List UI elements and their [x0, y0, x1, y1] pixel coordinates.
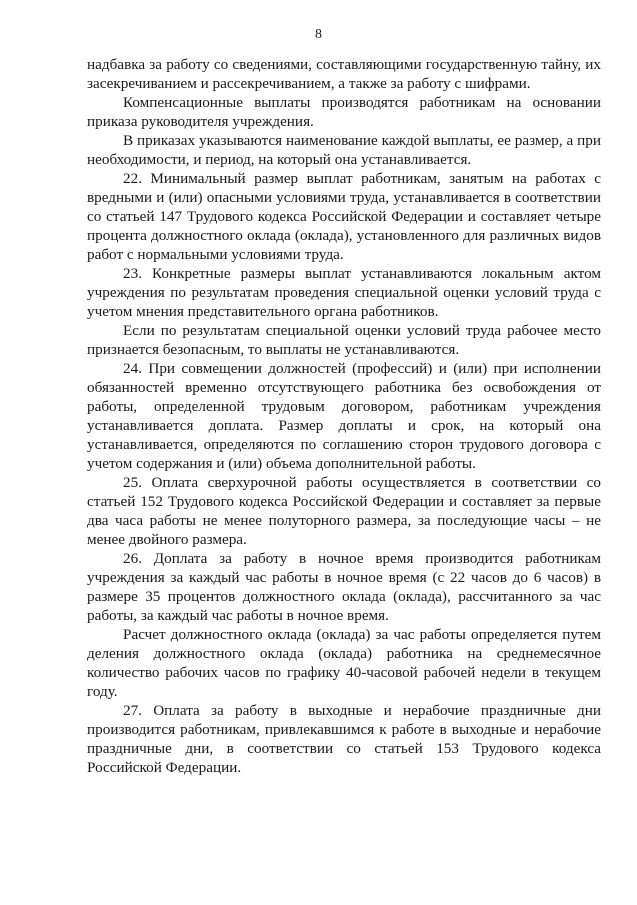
paragraph-item-22: 22. Минимальный размер выплат работникам, занятым на работах с вредными и (или) опасными условиями труда, устанавливается в соответствии со статьей 147 Трудового кодекса Российской Федерации и составляет четыре процента должностного оклада (оклада), установленного для различных видов работ с нормальными условиями труда. — [87, 170, 601, 263]
paragraph-item-26: 26. Доплата за работу в ночное время производится работникам учреждения за каждый час работы в ночное время (с 22 часов до 6 часов) в размере 35 процентов должностного оклада (оклада), рассчитанного за час работы, за каждый час работы в ночное время. — [87, 550, 601, 624]
paragraph-item-25: 25. Оплата сверхурочной работы осуществляется в соответствии со статьей 152 Трудового кодекса Российской Федерации и составляет за первые два часа работы не менее полуторного размера, за последующие часы – не менее двойного размера. — [87, 474, 601, 548]
paragraph-order-contents: В приказах указываются наименование каждой выплаты, ее размер, а при необходимости, и период, на который она устанавливается. — [87, 132, 601, 168]
document-body — [87, 55, 601, 777]
paragraph-hourly-rate: Расчет должностного оклада (оклада) за час работы определяется путем деления должностного оклада (оклада) работника на среднемесячное количество рабочих часов по графику 40-часовой рабочей недели в текущем году. — [87, 626, 601, 700]
page-number: 8 — [315, 27, 322, 42]
paragraph-safe-workplace: Если по результатам специальной оценки условий труда рабочее место признается безопасным, то выплаты не устанавливаются. — [87, 322, 601, 358]
paragraph-item-23: 23. Конкретные размеры выплат устанавливаются локальным актом учреждения по результатам проведения специальной оценки условий труда с учетом мнения представительного органа работников. — [87, 265, 601, 320]
paragraph-continuation: надбавка за работу со сведениями, составляющими государственную тайну, их засекречиванием и рассекречиванием, а также за работу с шифрами. — [87, 56, 601, 92]
paragraph-item-27: 27. Оплата за работу в выходные и нерабочие праздничные дни производится работникам, привлекавшимся к работе в выходные и нерабочие праздничные дни, в соответствии со статьей 153 Трудового кодекса Российской Федерации. — [87, 702, 601, 776]
paragraph-compensation-order: Компенсационные выплаты производятся работникам на основании приказа руководителя учреждения. — [87, 94, 601, 130]
paragraph-item-24: 24. При совмещении должностей (профессий) и (или) при исполнении обязанностей временно отсутствующего работника без освобождения от работы, определенной трудовым договором, работникам учреждения устанавливается доплата. Размер доплаты и срок, на который она устанавливается, определяются по соглашению сторон трудового договора с учетом содержания и (или) объема дополнительной работы. — [87, 360, 601, 472]
